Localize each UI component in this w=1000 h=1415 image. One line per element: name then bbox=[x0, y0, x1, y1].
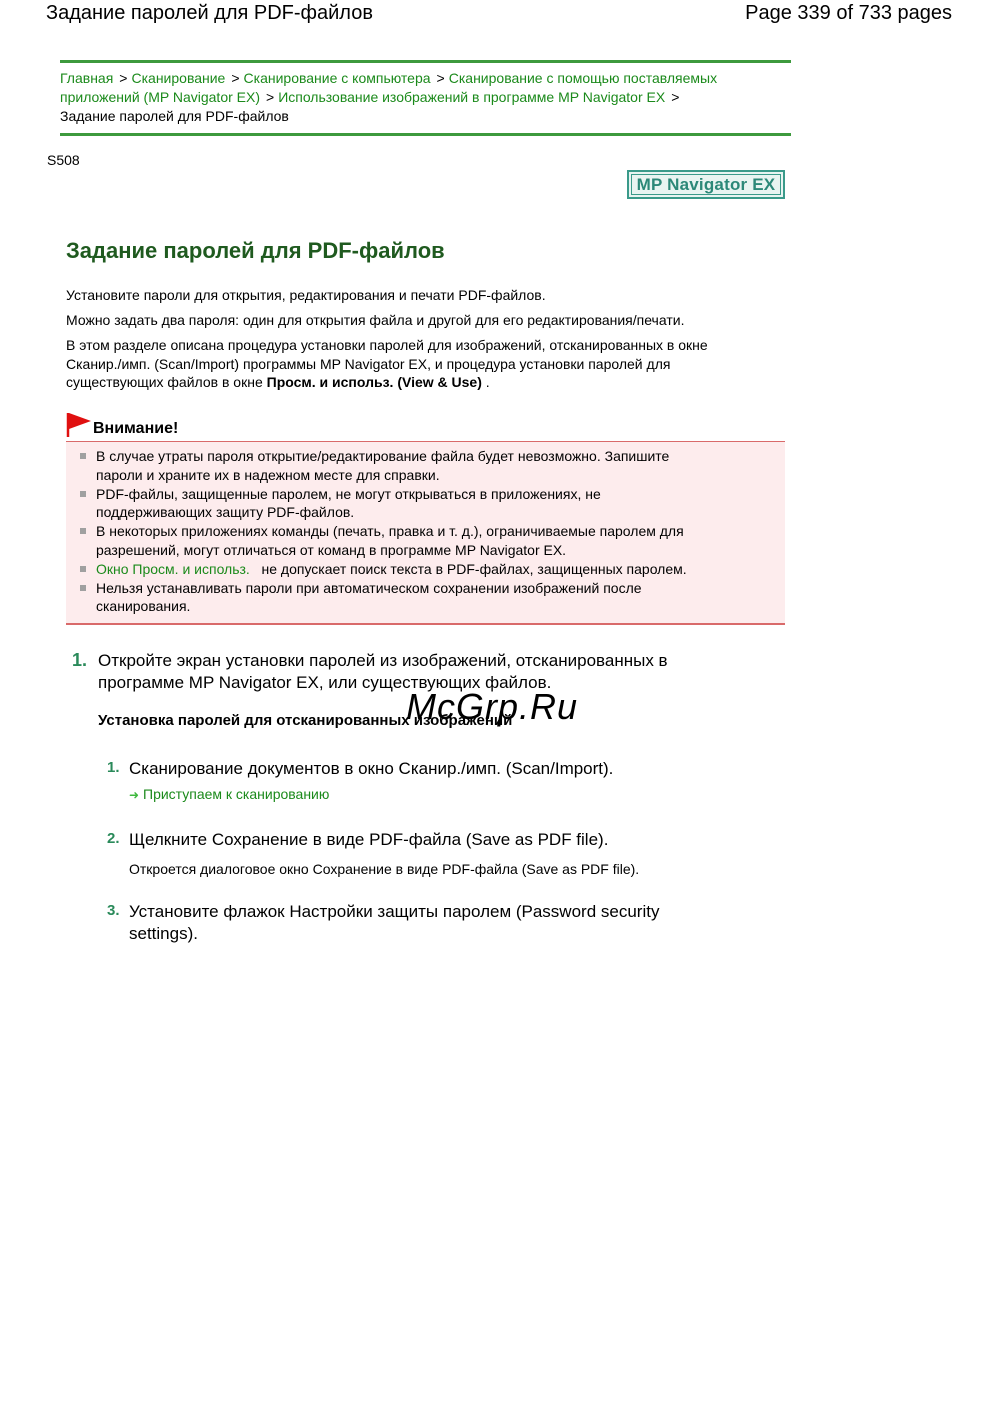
intro-p3-end: . bbox=[485, 374, 490, 390]
intro-paragraph-2: Можно задать два пароля: один для открытия файла и другой для его редактирования/печати. bbox=[66, 312, 685, 328]
breadcrumb-separator: > bbox=[671, 89, 680, 105]
caution-header bbox=[66, 412, 785, 442]
intro-p3-line3: существующих файлов в окне bbox=[66, 374, 263, 390]
substep-3-line-2: settings). bbox=[129, 923, 198, 943]
intro-paragraph-3 bbox=[66, 336, 766, 392]
square-bullet-icon bbox=[80, 585, 86, 591]
breadcrumb-separator: > bbox=[231, 70, 240, 86]
arrow-right-icon: ➜ bbox=[129, 788, 140, 802]
caution-item bbox=[80, 579, 775, 617]
caution-item-2-line-1: PDF-файлы, защищенные паролем, не могут открываться в приложениях, не bbox=[96, 485, 601, 502]
caution-item-1-line-2: пароли и храните их в надежном месте для справки. bbox=[96, 466, 440, 483]
caution-item-5-line-1: Нельзя устанавливать пароли при автоматическом сохранении изображений после bbox=[96, 579, 642, 596]
breadcrumb-link-scan-from-computer[interactable]: Сканирование с компьютера bbox=[243, 70, 431, 86]
caution-item-3-line-2: разрешений, могут отличаться от команд в программе MP Navigator EX. bbox=[96, 541, 567, 558]
breadcrumb-link-using-images[interactable]: Использование изображений в программе MP Navigator EX bbox=[278, 89, 666, 105]
page-title: Задание паролей для PDF-файлов bbox=[66, 238, 445, 263]
breadcrumb-separator: > bbox=[119, 70, 128, 86]
caution-body bbox=[66, 442, 785, 625]
intro-p3-line2: Сканир./имп. (Scan/Import) программы MP Navigator EX, и процедура установки паролей для bbox=[66, 355, 671, 372]
caution-item-1-line-1: В случае утраты пароля открытие/редактирование файла будет невозможно. Запишите bbox=[96, 448, 670, 464]
page-header bbox=[0, 0, 1000, 30]
caution-item-5-line-2: сканирования. bbox=[96, 598, 191, 615]
start-scanning-link-label[interactable]: Приступаем к сканированию bbox=[143, 786, 330, 802]
breadcrumb-current: Задание паролей для PDF-файлов bbox=[60, 108, 289, 124]
product-badge-label: MP Navigator EX bbox=[631, 174, 781, 195]
square-bullet-icon bbox=[80, 491, 86, 497]
substep-number: 2. bbox=[107, 830, 120, 847]
product-badge bbox=[627, 170, 785, 199]
caution-item-4-text: не допускает поиск текста в PDF-файлах, защищенных паролем. bbox=[261, 560, 687, 577]
breadcrumb bbox=[60, 60, 791, 136]
breadcrumb-link-home[interactable]: Главная bbox=[60, 70, 114, 86]
caution-item bbox=[80, 485, 775, 523]
caution-item-3-line-1: В некоторых приложениях команды (печать, правка и т. д.), ограничиваемые паролем для bbox=[96, 523, 684, 540]
intro-p3-line1: В этом разделе описана процедура установки паролей для изображений, отсканированных в окне bbox=[66, 337, 708, 353]
substep-text bbox=[129, 901, 729, 944]
square-bullet-icon bbox=[80, 566, 86, 572]
substep-number: 3. bbox=[107, 902, 120, 919]
caution-item bbox=[80, 447, 775, 485]
substep-note: Откроется диалоговое окно Сохранение в виде PDF-файла (Save as PDF file). bbox=[129, 861, 640, 877]
intro-paragraph-1: Установите пароли для открытия, редактирования и печати PDF-файлов. bbox=[66, 287, 546, 303]
substep-3-line-1: Установите флажок Настройки защиты паролем (Password security bbox=[129, 902, 660, 921]
caution-item-2-line-2: поддерживающих защиту PDF-файлов. bbox=[96, 504, 355, 521]
watermark: McGrp.Ru bbox=[406, 686, 579, 727]
breadcrumb-separator: > bbox=[436, 70, 445, 86]
doc-title: Задание паролей для PDF-файлов bbox=[46, 2, 373, 24]
caution-title: Внимание! bbox=[93, 420, 179, 437]
substep-text: Сканирование документов в окно Сканир./имп. (Scan/Import). bbox=[129, 759, 614, 778]
breadcrumb-separator: > bbox=[266, 89, 275, 105]
page-counter: Page 339 of 733 pages bbox=[745, 2, 952, 24]
substep-text: Щелкните Сохранение в виде PDF-файла (Save as PDF file). bbox=[129, 830, 609, 849]
view-use-window-name: Просм. и использ. (View & Use) bbox=[266, 374, 482, 390]
caution-item bbox=[80, 560, 775, 579]
square-bullet-icon bbox=[80, 453, 86, 459]
page-code-label: S508 bbox=[47, 152, 80, 168]
substep-number: 1. bbox=[107, 759, 120, 776]
start-scanning-link[interactable] bbox=[129, 786, 329, 802]
view-use-window-link[interactable]: Окно Просм. и использ. bbox=[96, 560, 250, 577]
breadcrumb-link-scanning[interactable]: Сканирование bbox=[131, 70, 226, 86]
breadcrumb-link-scan-with-apps[interactable]: Сканирование с помощью поставляемых приложений (MP Navigator EX) bbox=[60, 70, 718, 105]
sub-heading: Установка паролей для отсканированных изображений bbox=[98, 712, 513, 729]
red-flag-icon bbox=[66, 412, 92, 438]
step-1-line-2: программе MP Navigator EX, или существующих файлов. bbox=[98, 672, 552, 692]
caution-box bbox=[66, 412, 785, 625]
intro-section bbox=[66, 286, 766, 398]
square-bullet-icon bbox=[80, 528, 86, 534]
step-number: 1. bbox=[72, 650, 88, 670]
caution-item bbox=[80, 522, 775, 560]
caution-list bbox=[80, 447, 775, 616]
step-1-line-1: Откройте экран установки паролей из изображений, отсканированных в bbox=[98, 651, 668, 670]
